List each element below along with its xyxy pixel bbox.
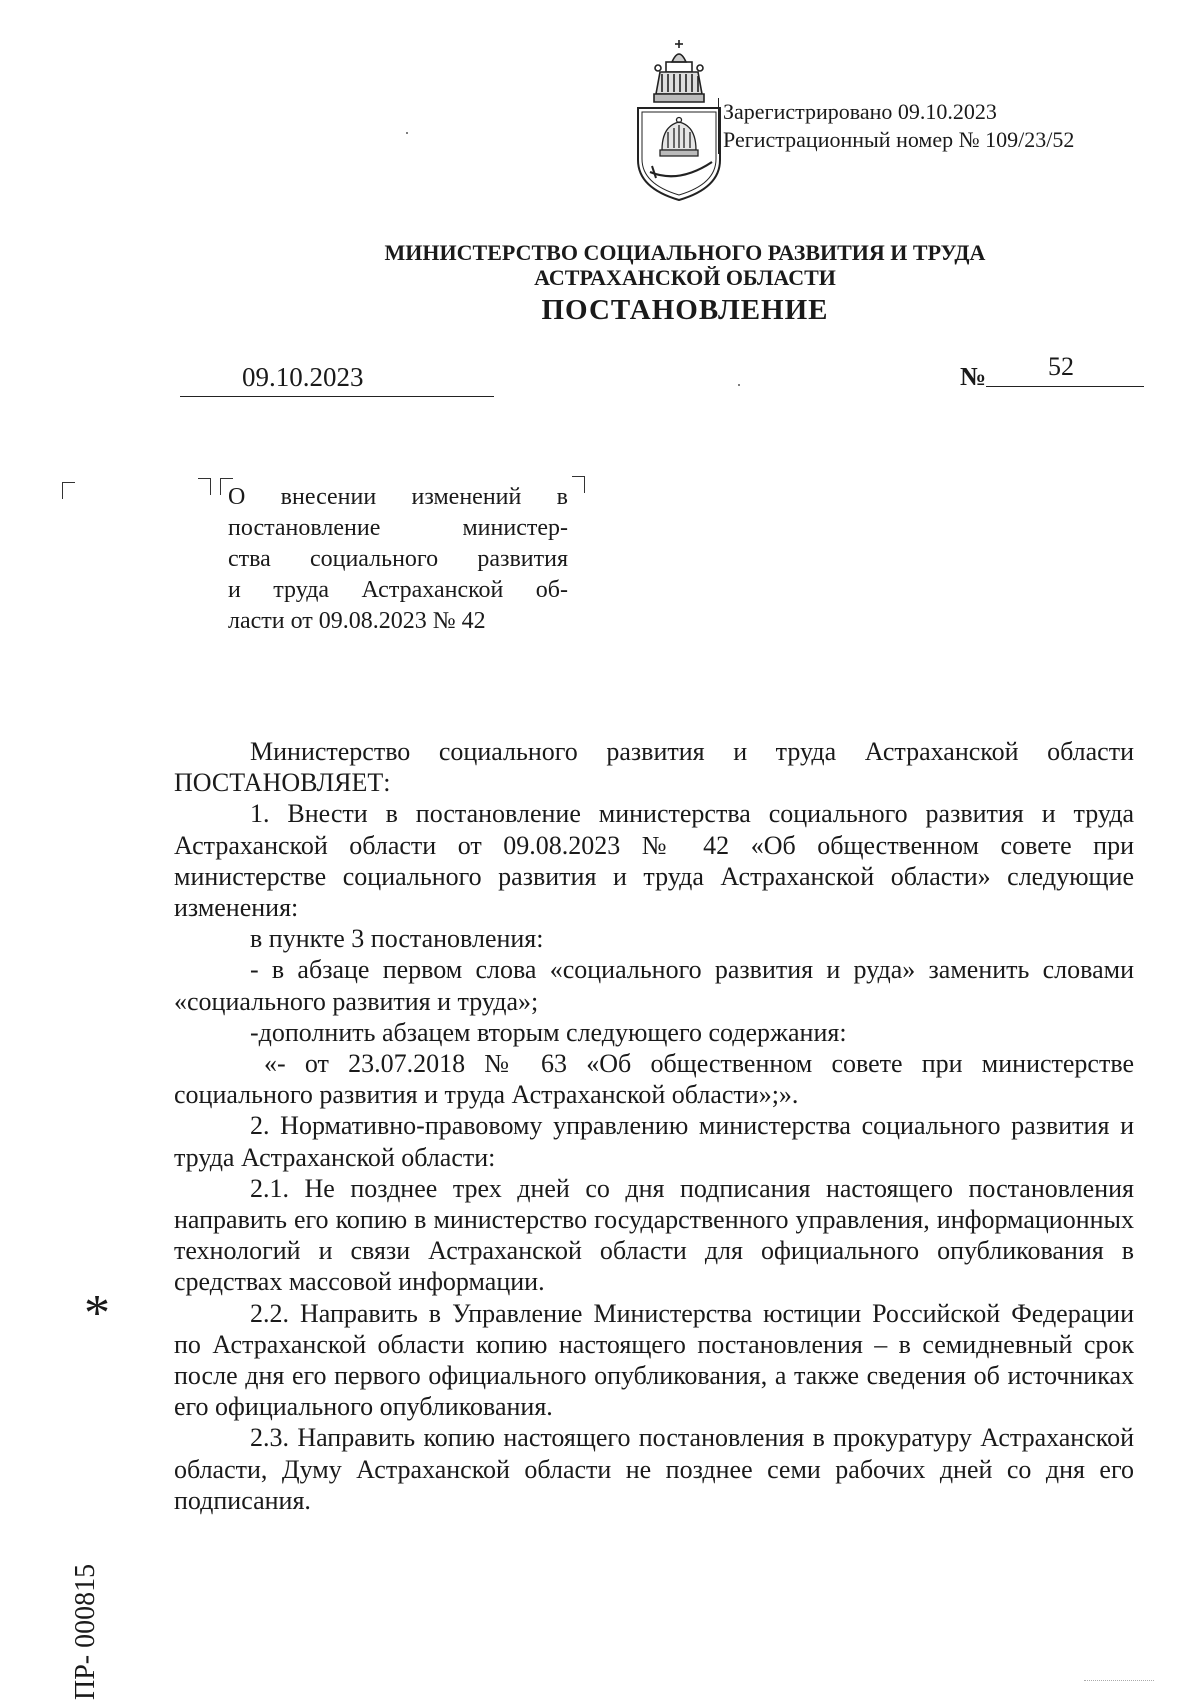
subject-line: постановление министер- — [228, 515, 568, 541]
body-paragraph: -дополнить абзацем вторым следующего содержания: — [250, 1017, 847, 1047]
number-underline — [986, 386, 1144, 387]
registration-date: Зарегистрировано 09.10.2023 — [723, 99, 997, 124]
registration-number: Регистрационный номер № 109/23/52 — [723, 127, 1075, 152]
body-paragraph: в пункте 3 постановления: — [250, 924, 544, 954]
document-body — [174, 736, 1134, 1516]
margin-star: * — [84, 1285, 110, 1342]
body-paragraph: Министерство социального развития и труда Астраханской области — [250, 737, 1134, 766]
subject-line: ства социального развития — [228, 546, 568, 572]
document-date: 09.10.2023 — [242, 362, 364, 392]
date-underline — [180, 396, 494, 397]
number-sign: № — [960, 362, 987, 391]
margin-document-code: ПР- 000815 — [70, 1563, 101, 1700]
body-paragraph: 2.2. Направить в Управление Министерства юстиции Российской Федерации по Астраханской области копию настоящего постановления – в семидневный срок после дня его первого официального опубликования, а также сведения об источниках его официального опубликования. — [174, 1298, 1134, 1422]
body-paragraph: - в абзаце первом слова «социального развития и руда» заменить словами «социального развития и труда»; — [174, 955, 1134, 1016]
body-paragraph: «- от 23.07.2018 № 63 «Об общественном совете при министерстве социального развития и труда Астраханской области»;». — [174, 1049, 1134, 1110]
scan-edge-dots — [1084, 1680, 1154, 1681]
corner-mark — [62, 482, 75, 499]
document-type-title: ПОСТАНОВЛЕНИЕ — [541, 294, 829, 326]
corner-mark — [198, 478, 211, 495]
body-paragraph: 2.1. Не позднее трех дней со дня подписания настоящего постановления направить его копию в министерство государственного управления, информационных технологий и связи Астраханской области для официального опубликования в средствах массовой информации. — [174, 1173, 1134, 1297]
organization-name-line2: АСТРАХАНСКОЙ ОБЛАСТИ — [534, 265, 836, 290]
subject-line: ласти от 09.08.2023 № 42 — [228, 608, 486, 634]
corner-mark — [572, 476, 585, 493]
document-subject — [228, 482, 568, 637]
body-paragraph: 2. Нормативно-правовому управлению министерства социального развития и труда Астраханской области: — [174, 1111, 1134, 1172]
coat-of-arms-icon — [632, 38, 726, 202]
registration-stamp — [718, 98, 1074, 154]
organization-name-line1: МИНИСТЕРСТВО СОЦИАЛЬНОГО РАЗВИТИЯ И ТРУДА — [384, 240, 986, 265]
body-paragraph: 1. Внести в постановление министерства социального развития и труда Астраханской области от 09.08.2023 № 42 «Об общественном совете при министерстве социального развития и труда Астраханской области» следующие изменения: — [174, 799, 1134, 923]
document-number: 52 — [1048, 352, 1074, 381]
scan-speck — [406, 132, 408, 134]
subject-line: О внесении изменений в — [228, 484, 568, 510]
scan-speck — [738, 384, 740, 386]
body-paragraph: 2.3. Направить копию настоящего постановления в прокуратуру Астраханской области, Думу Астраханской области не позднее семи рабочих дней со дня его подписания. — [174, 1423, 1134, 1515]
body-paragraph-decree: ПОСТАНОВЛЯЕТ: — [174, 768, 391, 798]
subject-line: и труда Астраханской об- — [228, 577, 568, 603]
